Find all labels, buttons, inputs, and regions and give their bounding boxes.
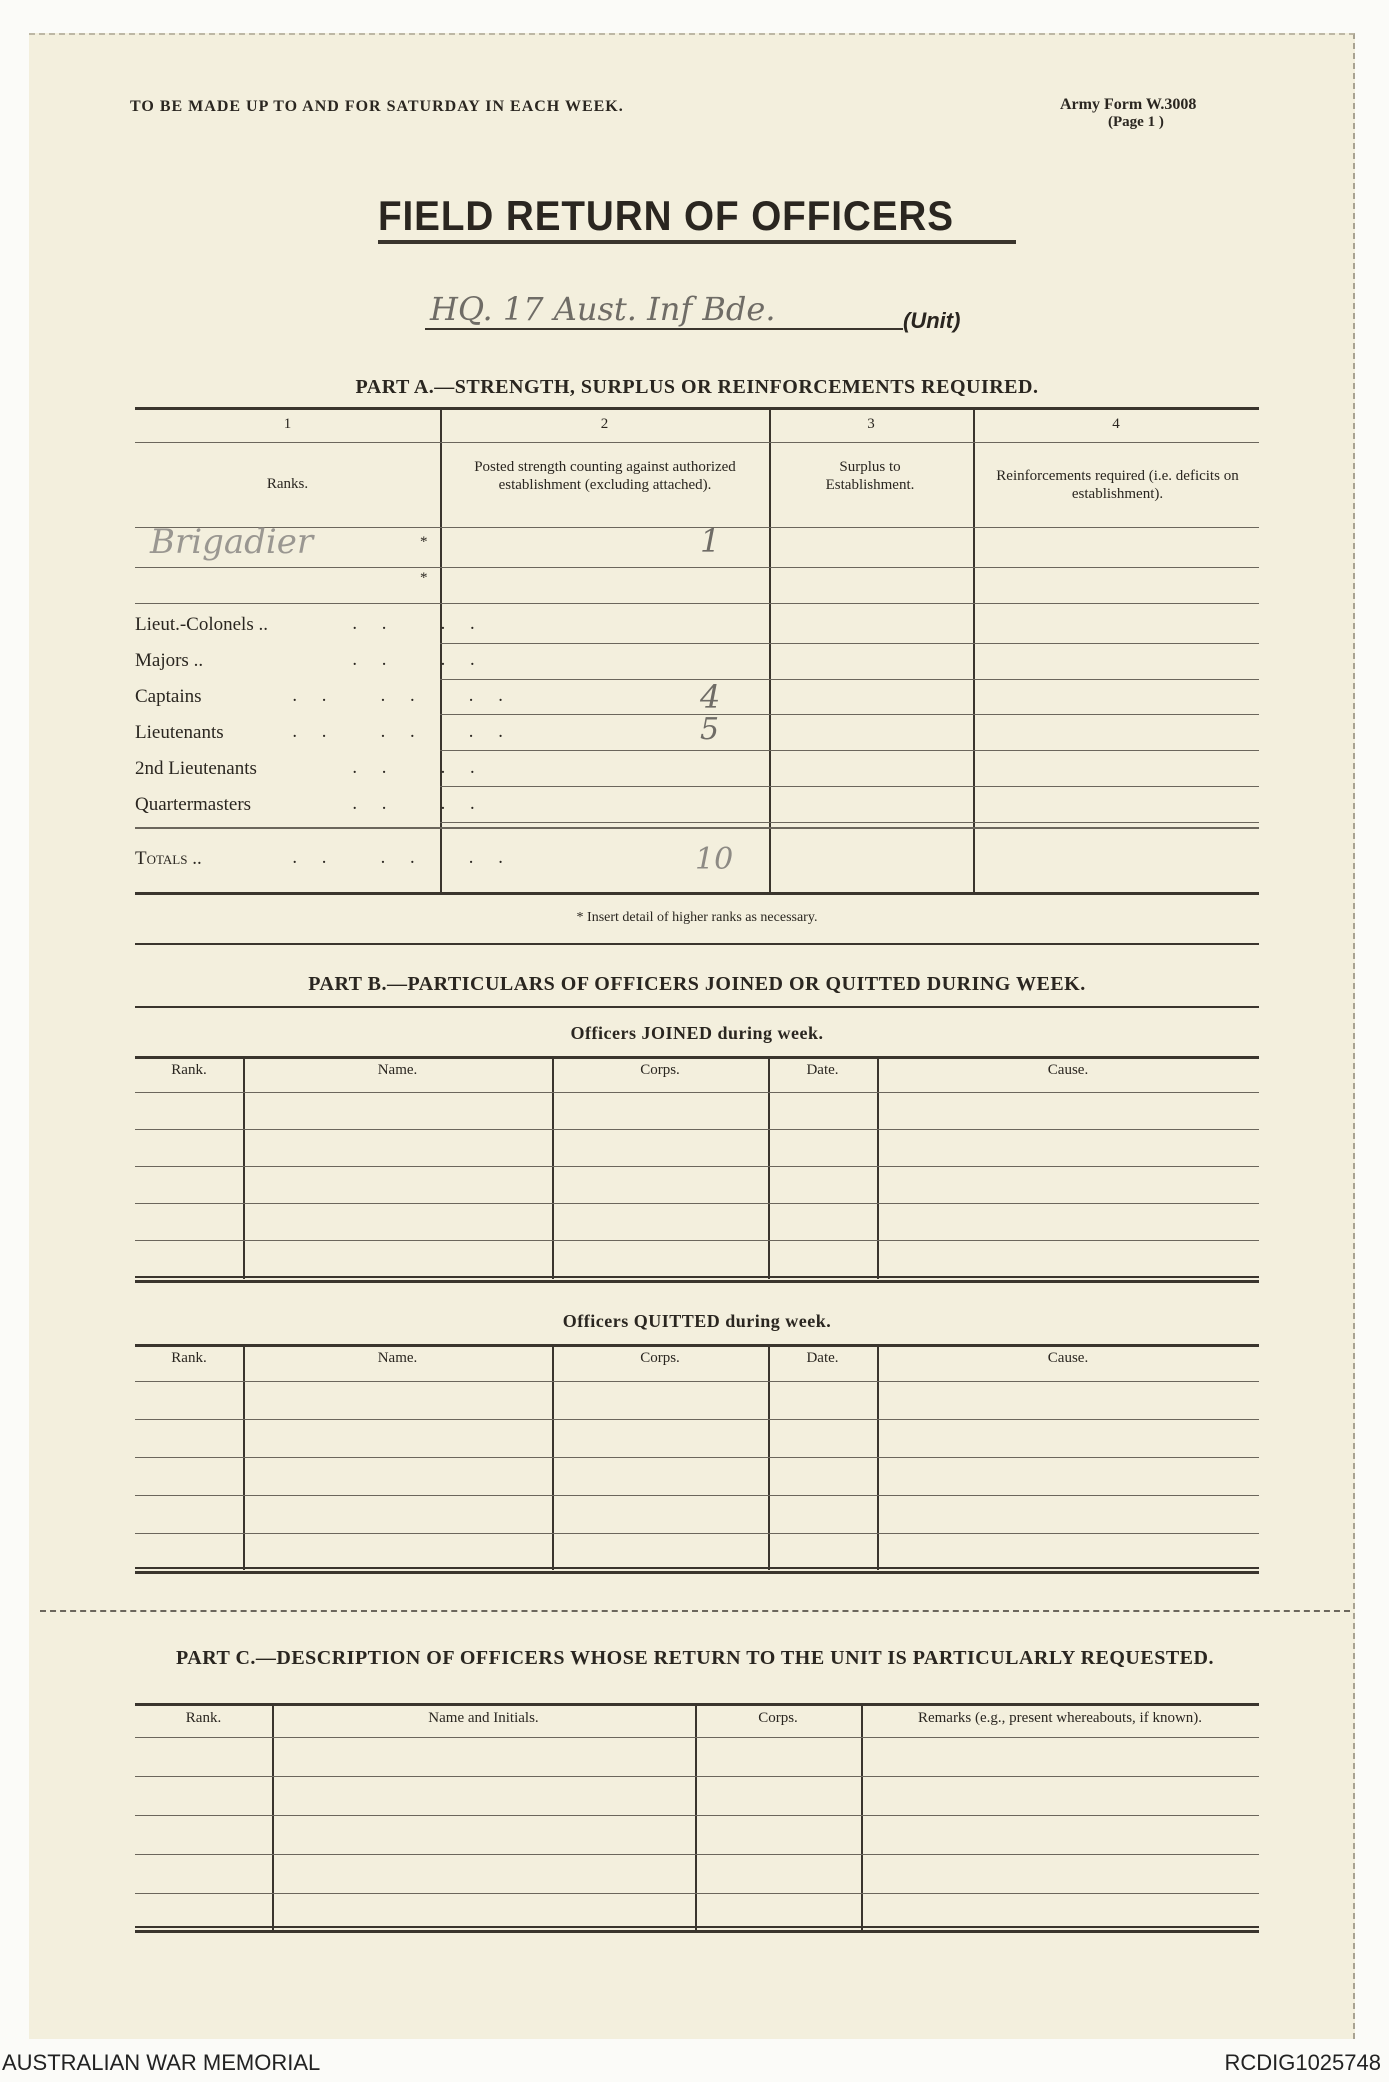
- joined-heading: Officers JOINED during week.: [570, 1023, 824, 1043]
- col-header-corps: Corps.: [758, 1710, 798, 1726]
- posted-value: 1: [700, 522, 721, 560]
- footer-source: AUSTRALIAN WAR MEMORIAL: [2, 2050, 321, 2075]
- rank-label: Majors ..: [135, 650, 204, 671]
- col-header-cause: Cause.: [1047, 1062, 1089, 1078]
- col-header-posted: Posted strength counting against authorized establishment (excluding attached).: [474, 459, 736, 493]
- totals-label: Totals ..: [135, 848, 202, 869]
- leader-dots: .. ..: [352, 794, 500, 814]
- title-underline: [378, 240, 1016, 244]
- footnote: * Insert detail of higher ranks as necessary.: [576, 910, 818, 925]
- leader-dots: .. .. ..: [292, 686, 528, 706]
- rank-label: 2nd Lieutenants: [135, 758, 257, 779]
- quitted-heading: Officers QUITTED during week.: [562, 1311, 832, 1331]
- page-title: FIELD RETURN OF OFFICERS: [378, 192, 954, 239]
- part-a-heading: PART A.—STRENGTH, SURPLUS OR REINFORCEMENTS REQUIRED.: [355, 376, 1039, 398]
- footer-id: RCDIG1025748: [1224, 2050, 1381, 2075]
- col-header-name: Name.: [377, 1062, 418, 1078]
- col-header-name: Name.: [377, 1350, 418, 1366]
- page-number: (Page 1 ): [1108, 114, 1164, 130]
- leader-dots: .. ..: [352, 758, 500, 778]
- col-header-cause: Cause.: [1047, 1350, 1089, 1366]
- col-header-rank: Rank.: [171, 1350, 207, 1366]
- leader-dots: .. ..: [352, 650, 500, 670]
- col-number-4: 4: [1112, 416, 1120, 432]
- unit-value: HQ. 17 Aust. Inf Bde.: [430, 290, 776, 328]
- unit-line: [425, 328, 903, 330]
- col-header-corps: Corps.: [640, 1062, 680, 1078]
- rank-label: Quartermasters: [135, 794, 252, 815]
- col-number-1: 1: [283, 416, 292, 432]
- col-header-surplus: Surplus to Establishment.: [825, 459, 915, 493]
- col-header-date: Date.: [806, 1350, 839, 1366]
- rank-label: Lieutenants: [135, 722, 224, 743]
- leader-dots: .. .. ..: [292, 722, 528, 742]
- leader-dots: .. ..: [352, 614, 500, 634]
- rank-label: Captains: [135, 686, 202, 707]
- posted-value: 4: [700, 678, 721, 716]
- unit-label: (Unit): [903, 308, 961, 333]
- perforation-line: [40, 1610, 1350, 1612]
- asterisk: *: [420, 570, 428, 586]
- divider: [135, 943, 1259, 945]
- rank-label: Lieut.-Colonels ..: [135, 614, 268, 635]
- divider: [135, 1006, 1259, 1008]
- col-header-ranks: Ranks.: [266, 476, 309, 492]
- col-header-rank: Rank.: [185, 1710, 222, 1726]
- asterisk: *: [420, 534, 428, 550]
- rank-handwritten: Brigadier: [150, 522, 314, 562]
- posted-value: 5: [700, 712, 720, 747]
- col-header-name-initials: Name and Initials.: [428, 1710, 539, 1726]
- col-header-remarks: Remarks (e.g., present whereabouts, if known).: [917, 1710, 1203, 1726]
- totals-value: 10: [695, 842, 734, 877]
- col-header-rank: Rank.: [171, 1062, 207, 1078]
- part-b-heading: PART B.—PARTICULARS OF OFFICERS JOINED OR QUITTED DURING WEEK.: [308, 973, 1086, 995]
- col-header-corps: Corps.: [640, 1350, 680, 1366]
- instruction-text: TO BE MADE UP TO AND FOR SATURDAY IN EACH WEEK.: [130, 98, 624, 115]
- form-number: Army Form W.3008: [1060, 96, 1197, 113]
- part-c-heading: PART C.—DESCRIPTION OF OFFICERS WHOSE RETURN TO THE UNIT IS PARTICULARLY REQUESTED.: [176, 1647, 1214, 1669]
- col-number-2: 2: [600, 416, 609, 432]
- col-header-date: Date.: [806, 1062, 839, 1078]
- leader-dots: .. .. ..: [292, 848, 528, 868]
- col-header-reinforcements: Reinforcements required (i.e. deficits on establishment).: [996, 468, 1239, 502]
- col-number-3: 3: [867, 416, 875, 432]
